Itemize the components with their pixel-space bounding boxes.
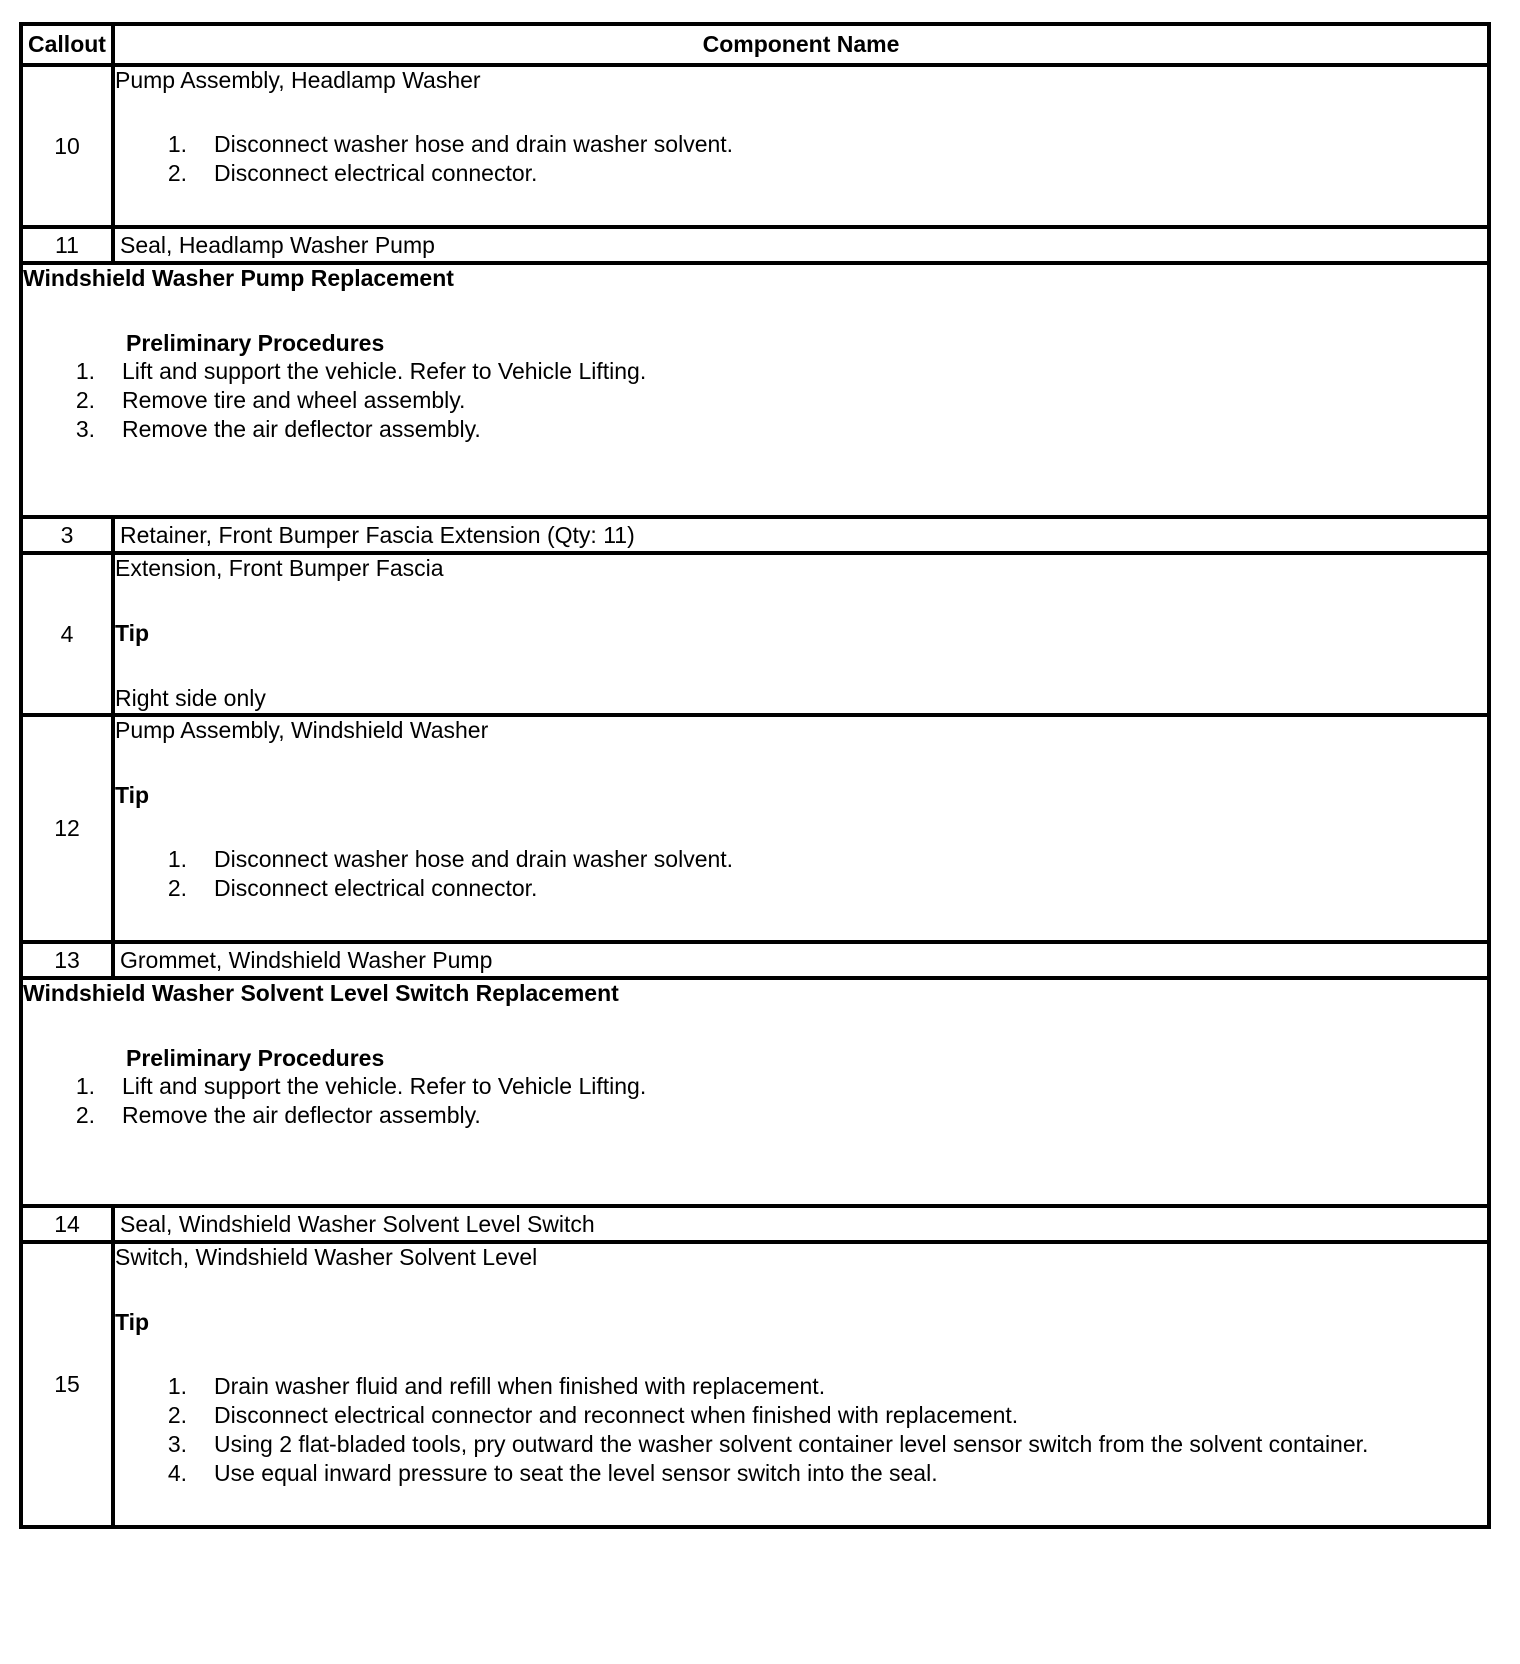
component-name: Pump Assembly, Headlamp Washer xyxy=(115,67,481,93)
step-number: 2. xyxy=(167,875,187,901)
step-number: 3. xyxy=(167,1431,187,1457)
component-cell xyxy=(113,65,1489,227)
component-name: Seal, Headlamp Washer Pump xyxy=(120,231,435,258)
callout-cell: 13 xyxy=(21,942,113,978)
section-subtitle: Preliminary Procedures xyxy=(126,1045,385,1071)
callout-cell: 4 xyxy=(21,553,113,715)
step-text: Lift and support the vehicle. Refer to Vehicle Lifting. xyxy=(122,1073,647,1099)
step-item xyxy=(115,874,1487,903)
step-text: Disconnect electrical connector. xyxy=(214,875,538,901)
component-name-header: Component Name xyxy=(113,24,1489,65)
step-text: Drain washer fluid and refill when finished with replacement. xyxy=(214,1373,826,1399)
callout-cell: 10 xyxy=(21,65,113,227)
component-table xyxy=(19,22,1491,1529)
callout-cell: 15 xyxy=(21,1242,113,1527)
step-list xyxy=(23,357,1487,444)
step-number: 3. xyxy=(75,416,95,442)
table-row xyxy=(21,517,1489,553)
step-number: 1. xyxy=(167,846,187,872)
component-cell xyxy=(113,227,1489,263)
section-subtitle: Preliminary Procedures xyxy=(126,330,385,356)
component-name: Seal, Windshield Washer Solvent Level Switch xyxy=(120,1210,595,1237)
step-list xyxy=(115,1372,1487,1488)
step-text: Disconnect electrical connector. xyxy=(214,160,538,186)
step-number: 1. xyxy=(167,1373,187,1399)
step-text: Lift and support the vehicle. Refer to Vehicle Lifting. xyxy=(122,358,647,384)
section-cell xyxy=(21,978,1489,1206)
step-item xyxy=(23,1072,1487,1101)
component-name: Pump Assembly, Windshield Washer xyxy=(115,717,489,743)
callout-header: Callout xyxy=(21,24,113,65)
component-cell xyxy=(113,517,1489,553)
step-text: Remove tire and wheel assembly. xyxy=(122,387,466,413)
header-row xyxy=(21,24,1489,65)
step-number: 2. xyxy=(167,160,187,186)
table-row xyxy=(21,942,1489,978)
tip-label: Tip xyxy=(115,1309,150,1335)
component-name: Grommet, Windshield Washer Pump xyxy=(120,946,493,973)
step-text: Disconnect washer hose and drain washer solvent. xyxy=(214,131,734,157)
table-row xyxy=(21,553,1489,715)
step-number: 2. xyxy=(75,387,95,413)
step-list xyxy=(115,845,1487,903)
tip-label: Tip xyxy=(115,620,150,646)
section-title: Windshield Washer Solvent Level Switch Replacement xyxy=(23,980,619,1006)
component-name: Switch, Windshield Washer Solvent Level xyxy=(115,1244,538,1270)
callout-cell: 12 xyxy=(21,715,113,942)
step-item xyxy=(115,130,1487,159)
table-row xyxy=(21,263,1489,517)
section-title: Windshield Washer Pump Replacement xyxy=(23,265,454,291)
component-cell xyxy=(113,1242,1489,1527)
step-item xyxy=(115,845,1487,874)
tip-note: Right side only xyxy=(115,685,266,711)
step-item xyxy=(23,357,1487,386)
table-row xyxy=(21,978,1489,1206)
tip-label: Tip xyxy=(115,782,150,808)
table-row xyxy=(21,65,1489,227)
component-cell xyxy=(113,942,1489,978)
table-row xyxy=(21,1206,1489,1242)
table-row xyxy=(21,1242,1489,1527)
component-cell xyxy=(113,553,1489,715)
step-item xyxy=(115,1401,1487,1430)
component-cell xyxy=(113,1206,1489,1242)
step-item xyxy=(23,415,1487,444)
step-text: Remove the air deflector assembly. xyxy=(122,416,481,442)
step-item xyxy=(115,1459,1487,1488)
step-item xyxy=(115,159,1487,188)
callout-cell: 11 xyxy=(21,227,113,263)
table-row xyxy=(21,227,1489,263)
step-text: Using 2 flat-bladed tools, pry outward the washer solvent container level sensor switch from the solvent container. xyxy=(214,1431,1369,1457)
step-item xyxy=(115,1372,1487,1401)
step-list xyxy=(115,130,1487,188)
step-item xyxy=(115,1430,1487,1459)
section-cell xyxy=(21,263,1489,517)
step-number: 1. xyxy=(75,1073,95,1099)
table-row xyxy=(21,715,1489,942)
callout-cell: 3 xyxy=(21,517,113,553)
step-number: 2. xyxy=(167,1402,187,1428)
step-number: 1. xyxy=(75,358,95,384)
step-list xyxy=(23,1072,1487,1130)
step-number: 4. xyxy=(167,1460,187,1486)
callout-cell: 14 xyxy=(21,1206,113,1242)
step-text: Disconnect washer hose and drain washer solvent. xyxy=(214,846,734,872)
step-number: 2. xyxy=(75,1102,95,1128)
step-number: 1. xyxy=(167,131,187,157)
component-name: Retainer, Front Bumper Fascia Extension (Qty: 11) xyxy=(120,521,635,548)
step-item xyxy=(23,1101,1487,1130)
step-text: Use equal inward pressure to seat the level sensor switch into the seal. xyxy=(214,1460,938,1486)
step-item xyxy=(23,386,1487,415)
component-cell xyxy=(113,715,1489,942)
step-text: Remove the air deflector assembly. xyxy=(122,1102,481,1128)
step-text: Disconnect electrical connector and reconnect when finished with replacement. xyxy=(214,1402,1019,1428)
component-name: Extension, Front Bumper Fascia xyxy=(115,555,444,581)
table-body xyxy=(21,65,1489,1527)
